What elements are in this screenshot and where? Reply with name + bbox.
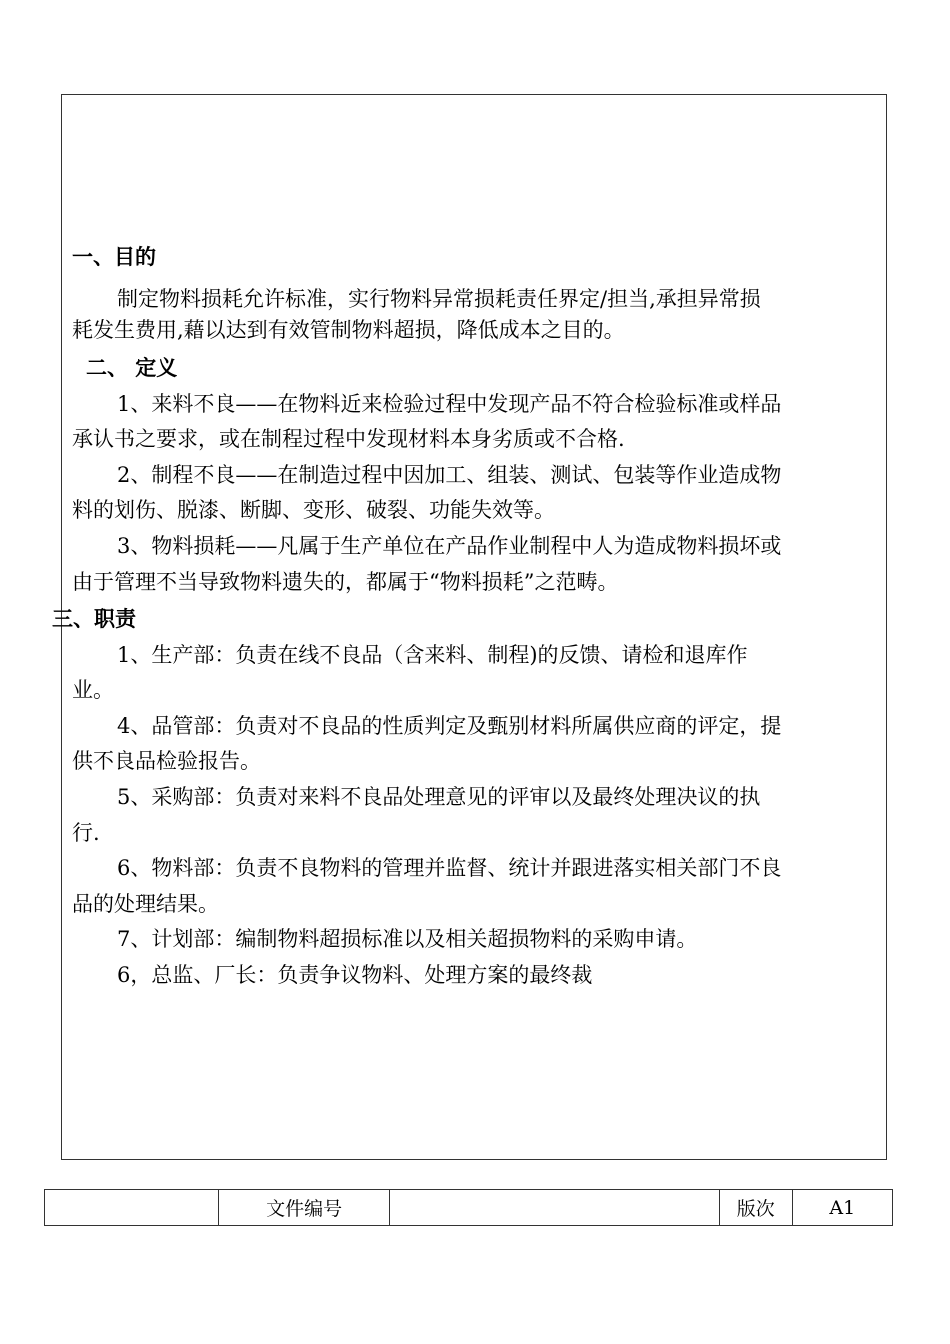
s2-p2-line2: 料的划伤、脱漆、断脚、变形、破裂、功能失效等。 xyxy=(72,498,555,522)
s2-p2-line1: 2、制程不良——在制造过程中因加工、组装、测试、包装等作业造成物 xyxy=(117,463,782,487)
s2-p1-line1: 1、来料不良——在物料近来检验过程中发现产品不符合检验标准或样品 xyxy=(117,392,782,416)
footer-blank-cell xyxy=(45,1190,219,1226)
s3-p2-line2: 供不良品检验报告。 xyxy=(72,749,261,773)
s2-p1-line2: 承认书之要求，或在制程过程中发现材料本身劣质或不合格. xyxy=(72,427,625,451)
s1-p1-line1: 制定物料损耗允许标准，实行物料异常损耗责任界定/担当,承担异常损 xyxy=(117,287,761,311)
s3-p1-line1: 1、生产部：负责在线不良品（含来料、制程)的反馈、请检和退库作 xyxy=(117,643,748,667)
s1-p1-line2: 耗发生费用,藉以达到有效管制物料超损，降低成本之目的。 xyxy=(72,318,625,342)
doc-number-label: 文件编号 xyxy=(218,1190,390,1226)
s3-p6-line1: 6，总监、厂长：负责争议物料、处理方案的最终裁 xyxy=(117,963,593,987)
version-value: A1 xyxy=(792,1190,892,1226)
footer-table xyxy=(44,1189,893,1226)
version-label: 版次 xyxy=(719,1190,792,1226)
section-1-title: 一、目的 xyxy=(72,244,156,269)
s3-p1-line2: 业。 xyxy=(72,678,114,702)
s3-p3-line2: 行. xyxy=(72,821,100,845)
s3-p3-line1: 5、采购部：负责对来料不良品处理意见的评审以及最终处理决议的执 xyxy=(117,785,761,809)
section-3-title: 三、职责 xyxy=(52,606,136,631)
s2-p3-line1: 3、物料损耗——凡属于生产单位在产品作业制程中人为造成物料损坏或 xyxy=(117,534,782,558)
s3-p5-line1: 7、计划部：编制物料超损标准以及相关超损物料的采购申请。 xyxy=(117,927,698,951)
document-frame xyxy=(61,94,887,1160)
doc-number-value xyxy=(390,1190,719,1226)
s3-p4-line1: 6、物料部：负责不良物料的管理并监督、统计并跟进落实相关部门不良 xyxy=(117,856,782,880)
s2-p3-line2: 由于管理不当导致物料遗失的，都属于“物料损耗”之范畴。 xyxy=(72,570,619,594)
s3-p4-line2: 品的处理结果。 xyxy=(72,892,219,916)
section-2-title: 二、 定义 xyxy=(86,355,178,380)
s3-p2-line1: 4、品管部：负责对不良品的性质判定及甄别材料所属供应商的评定，提 xyxy=(117,714,782,738)
